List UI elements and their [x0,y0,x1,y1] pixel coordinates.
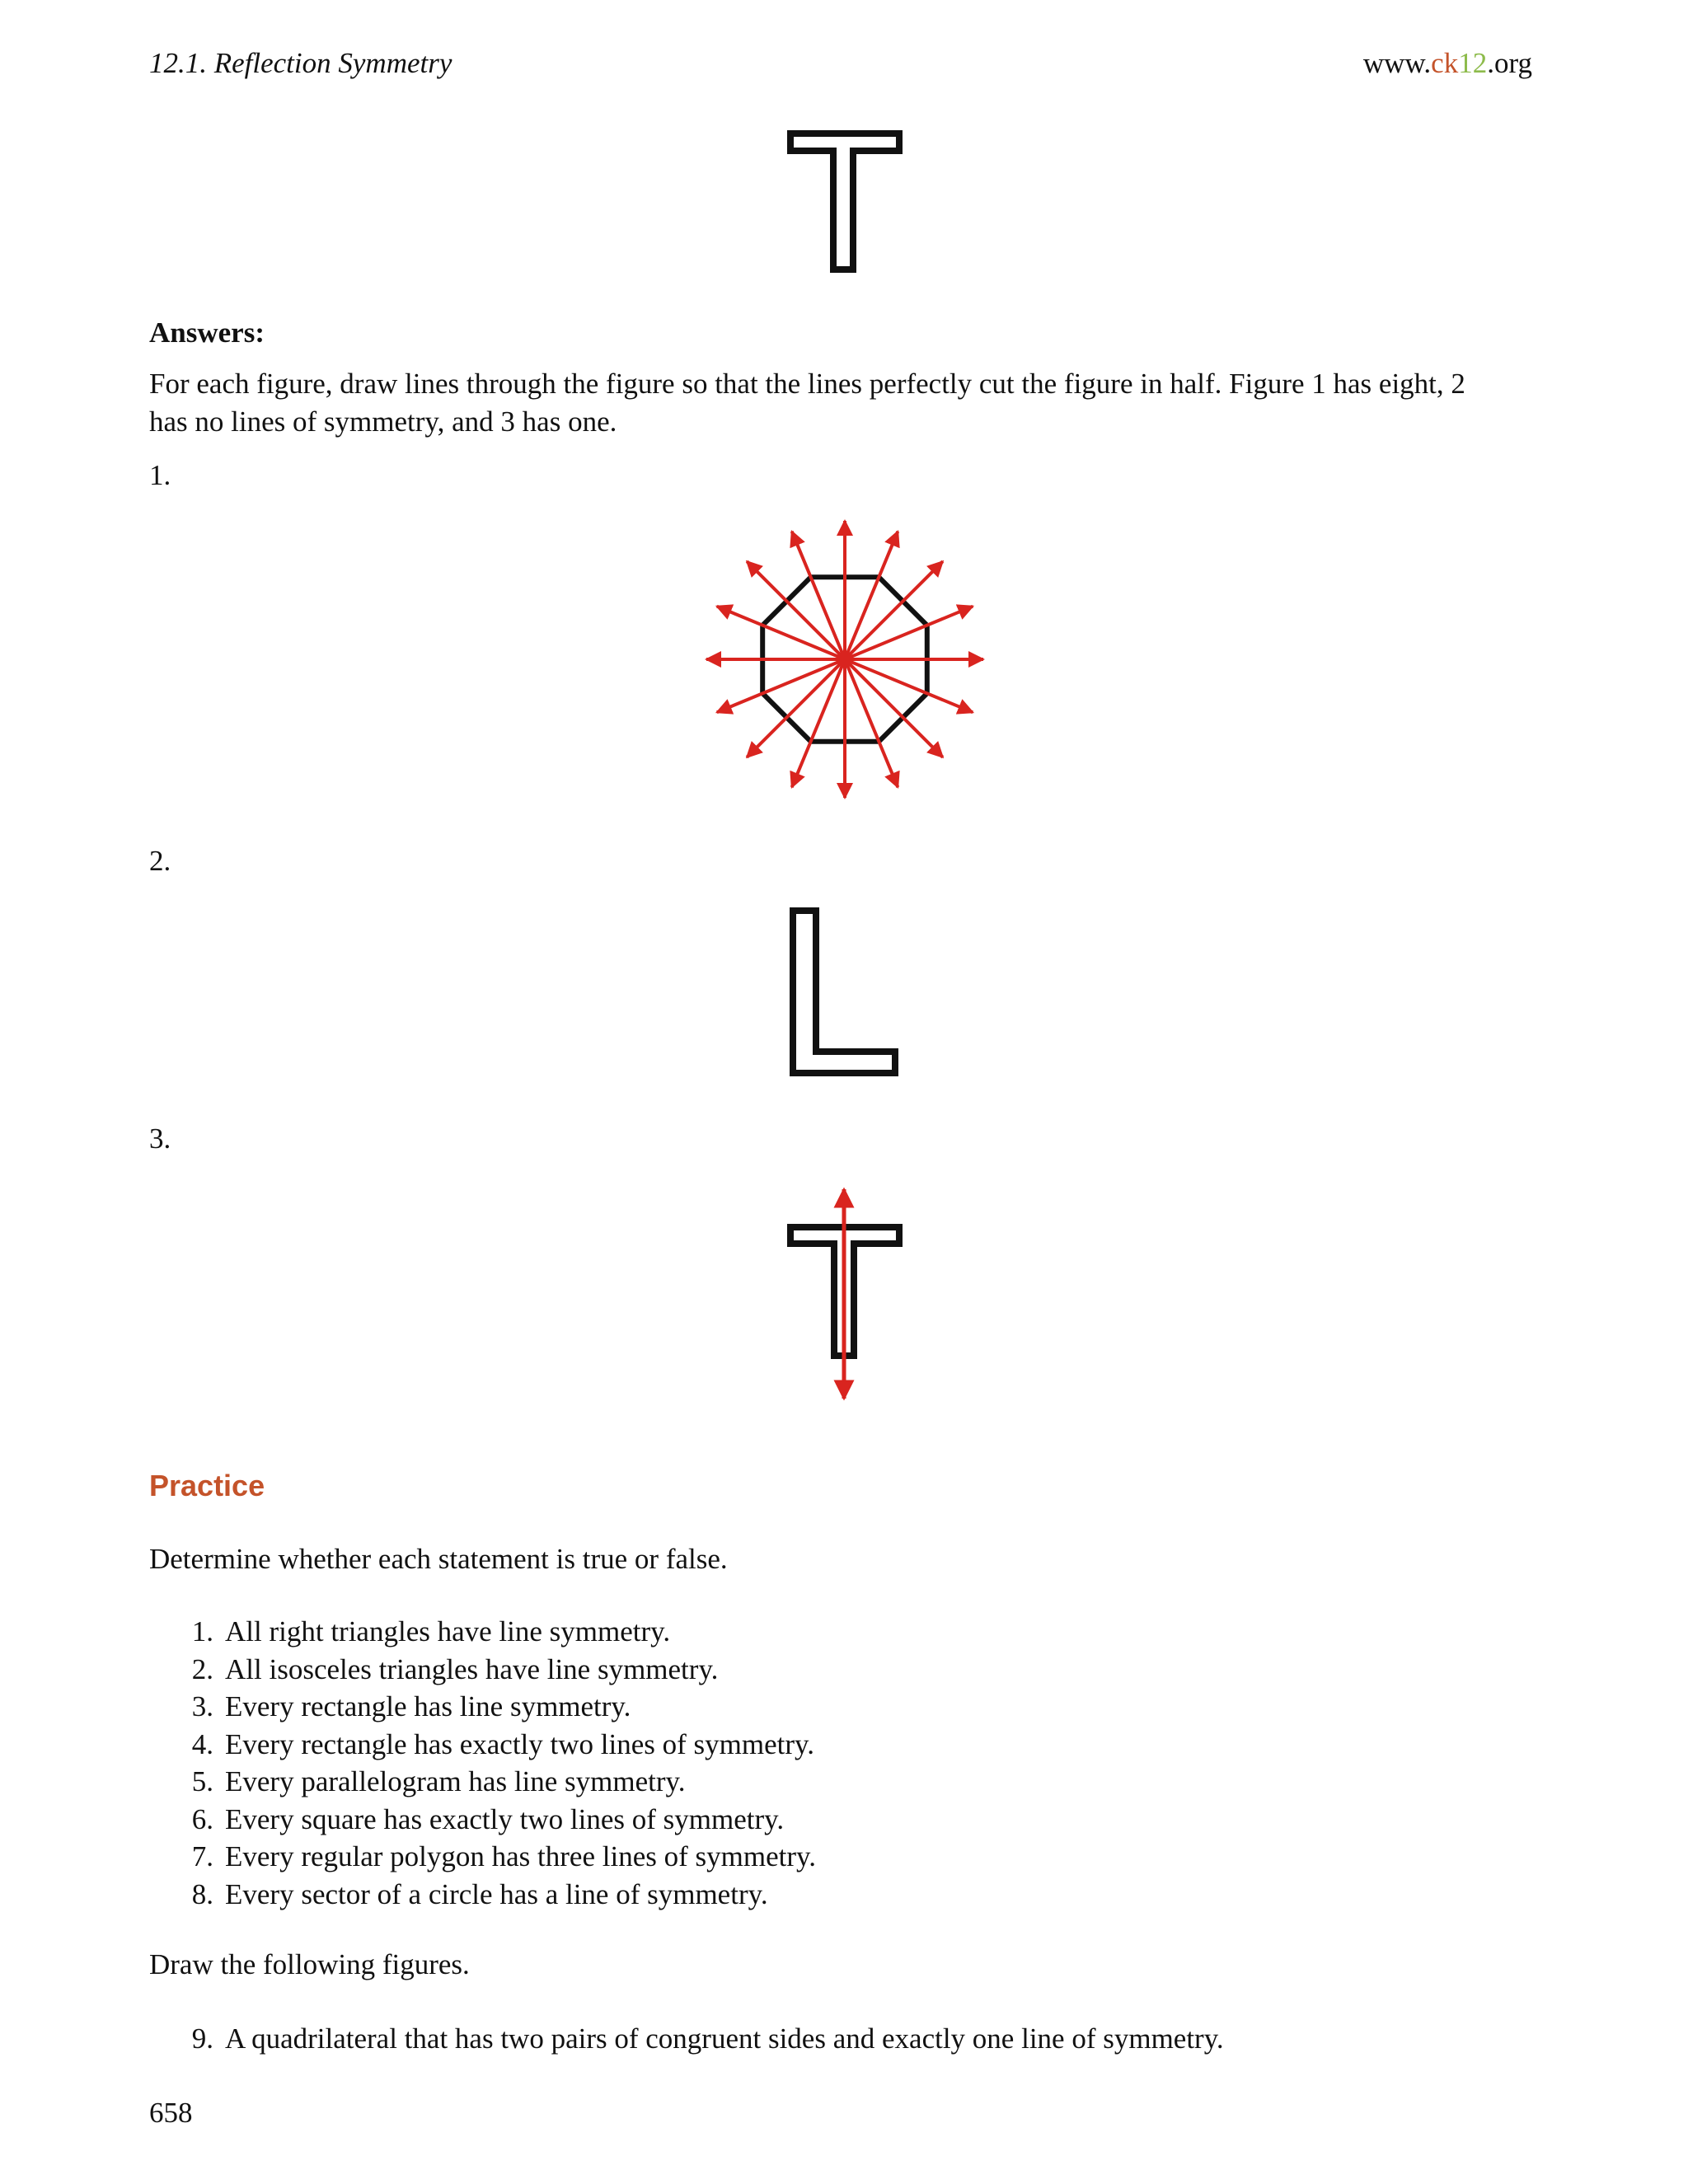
site-url-suffix: .org [1487,47,1532,79]
list-item-text: Every parallelogram has line symmetry. [225,1765,686,1797]
list-item-number: 4. [191,1727,213,1760]
practice-instruction-true-false: Determine whether each statement is true or false. [149,1543,728,1575]
page-number: 658 [149,2097,193,2129]
answer-item-1-label: 1. [149,459,171,491]
list-item [176,1876,816,1914]
list-item-number: 8. [191,1877,213,1910]
list-item [176,1651,816,1689]
practice-instruction-draw: Draw the following figures. [149,1948,470,1980]
letter-l-figure [781,903,905,1080]
letter-t-figure [775,125,915,278]
list-item-text: All isosceles triangles have line symmetry. [225,1652,719,1685]
list-item-number: 3. [191,1690,213,1722]
list-item-number: 6. [191,1802,213,1835]
letter-t-symmetry-figure [775,1183,915,1405]
list-item-text: All right triangles have line symmetry. [225,1615,671,1647]
list-item [176,1801,816,1839]
list-item [176,1613,816,1651]
answers-paragraph-line-1: For each figure, draw lines through the figure so that the lines perfectly cut the figure in half. Figure 1 has eight, 2 [149,368,1465,400]
answers-paragraph-line-2: has no lines of symmetry, and 3 has one. [149,405,617,438]
site-url[interactable] [1363,47,1532,80]
site-url-12: 12 [1458,47,1488,79]
list-item-text: A quadrilateral that has two pairs of congruent sides and exactly one line of symmetry. [225,2022,1224,2055]
practice-heading: Practice [149,1469,265,1502]
list-item-number: 5. [191,1765,213,1797]
list-item [176,1763,816,1801]
list-item [176,2020,1224,2058]
answer-item-2-label: 2. [149,845,171,877]
section-title: 12.1. Reflection Symmetry [149,47,452,79]
list-item-text: Every rectangle has line symmetry. [225,1690,631,1722]
list-item-number: 1. [191,1615,213,1647]
list-item-text: Every regular polygon has three lines of symmetry. [225,1840,816,1872]
draw-figures-list [176,2020,1224,2058]
answers-heading: Answers: [149,316,265,349]
list-item-text: Every rectangle has exactly two lines of symmetry. [225,1727,814,1760]
answer-item-3-label: 3. [149,1122,171,1155]
site-url-prefix: www. [1362,47,1432,79]
list-item-number: 2. [191,1652,213,1685]
list-item-text: Every square has exactly two lines of symmetry. [225,1802,785,1835]
list-item [176,1688,816,1726]
list-item-text: Every sector of a circle has a line of symmetry. [225,1877,768,1910]
true-false-statements-list [176,1613,816,1913]
center-point [837,651,853,668]
list-item [176,1838,816,1876]
site-url-ck: ck [1431,47,1459,79]
list-item-number: 7. [191,1840,213,1872]
list-item [176,1726,816,1764]
list-item-number: 9. [191,2022,213,2055]
octagon-symmetry-figure [701,515,989,804]
